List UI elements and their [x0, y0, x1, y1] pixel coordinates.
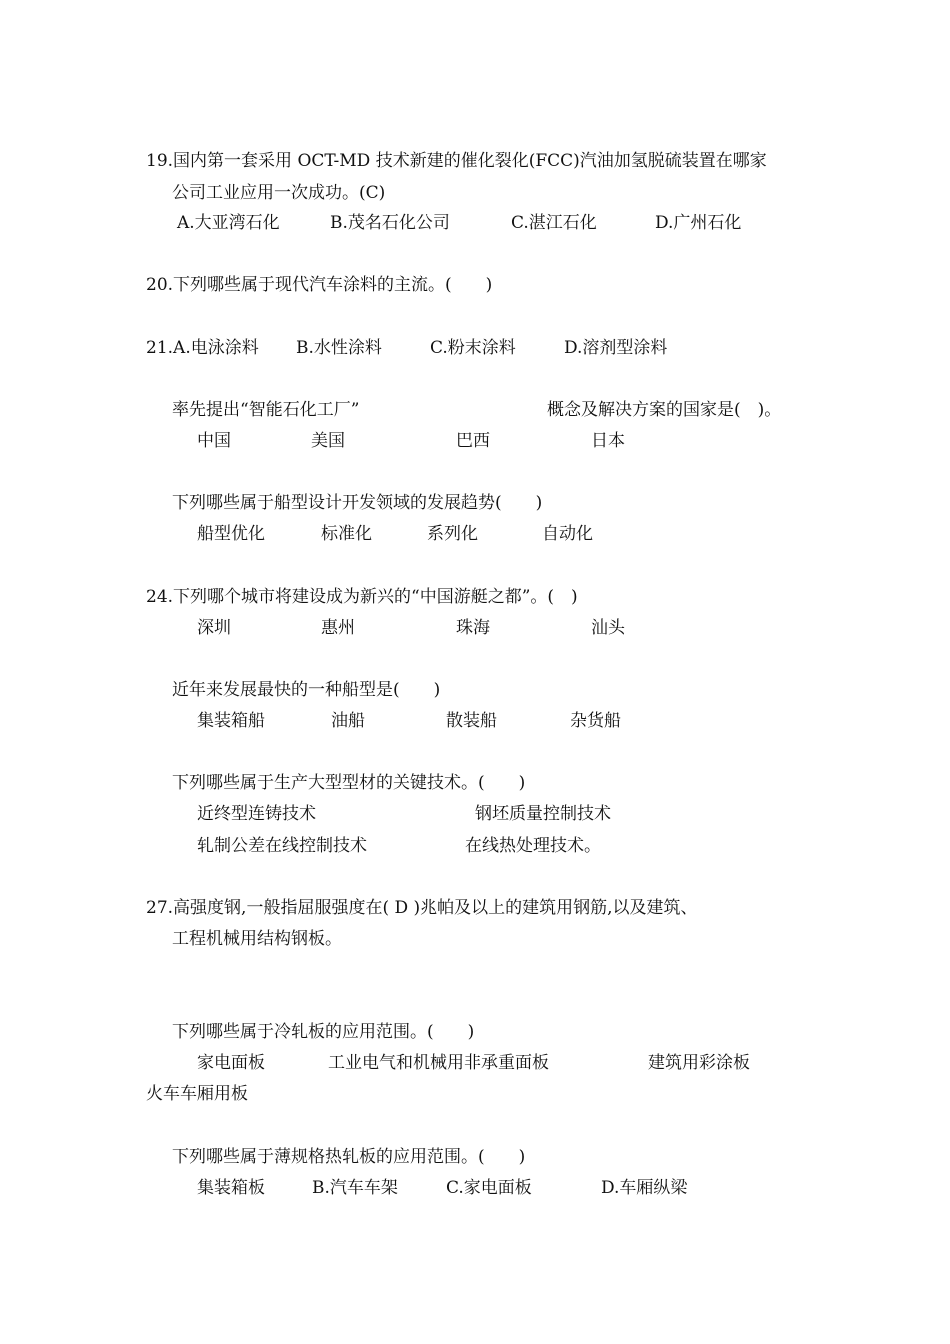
q26-option-1: 近终型连铸技术	[197, 804, 316, 824]
q22-option-4: 日本	[591, 431, 625, 451]
q27-line1: 27.高强度钢,一般指屈服强度在( D )兆帕及以上的建筑用钢筋,以及建筑、	[146, 898, 698, 918]
q19-option-d: D.广州石化	[655, 213, 742, 233]
q23-option-3: 系列化	[427, 524, 478, 544]
q28-option-1: 家电面板	[197, 1053, 265, 1073]
q26-line1: 下列哪些属于生产大型型材的关键技术。( )	[172, 773, 526, 793]
q19-line1: 19.国内第一套采用 OCT-MD 技术新建的催化裂化(FCC)汽油加氢脱硫装置在哪家	[146, 151, 767, 171]
q29-line1: 下列哪些属于薄规格热轧板的应用范围。( )	[172, 1147, 526, 1167]
q27-line2: 工程机械用结构钢板。	[172, 929, 342, 949]
q19-option-a: A.大亚湾石化	[177, 213, 280, 233]
q24-option-4: 汕头	[591, 618, 625, 638]
q21-option-a: 21.A.电泳涂料	[146, 338, 259, 358]
q28-line1: 下列哪些属于冷轧板的应用范围。( )	[172, 1022, 475, 1042]
q22-option-2: 美国	[311, 431, 345, 451]
q26-option-4: 在线热处理技术。	[465, 836, 601, 856]
q22-text-part2: 概念及解决方案的国家是( )。	[547, 400, 782, 420]
q19-line2: 公司工业应用一次成功。(C)	[172, 183, 386, 203]
q29-option-4: D.车厢纵梁	[601, 1178, 688, 1198]
q29-option-3: C.家电面板	[446, 1178, 532, 1198]
q25-line1: 近年来发展最快的一种船型是( )	[172, 680, 441, 700]
q24-option-1: 深圳	[197, 618, 231, 638]
q23-option-4: 自动化	[542, 524, 593, 544]
q23-line1: 下列哪些属于船型设计开发领域的发展趋势( )	[172, 493, 543, 513]
q28-option-4: 火车车厢用板	[146, 1084, 248, 1104]
q23-option-2: 标准化	[321, 524, 372, 544]
q21-option-b: B.水性涂料	[296, 338, 382, 358]
q26-option-2: 钢坯质量控制技术	[475, 804, 611, 824]
q24-option-2: 惠州	[321, 618, 355, 638]
q25-option-1: 集装箱船	[197, 711, 265, 731]
q25-option-4: 杂货船	[570, 711, 621, 731]
q26-option-3: 轧制公差在线控制技术	[197, 836, 367, 856]
q19-option-b: B.茂名石化公司	[330, 213, 450, 233]
q22-option-3: 巴西	[456, 431, 490, 451]
q28-option-2: 工业电气和机械用非承重面板	[328, 1053, 549, 1073]
q22-option-1: 中国	[197, 431, 231, 451]
q25-option-3: 散装船	[446, 711, 497, 731]
q22-text-part1: 率先提出“智能石化工厂”	[172, 400, 360, 420]
q23-option-1: 船型优化	[197, 524, 265, 544]
q21-option-c: C.粉末涂料	[430, 338, 516, 358]
q29-option-2: B.汽车车架	[312, 1178, 398, 1198]
q28-option-3: 建筑用彩涂板	[648, 1053, 750, 1073]
q20-line1: 20.下列哪些属于现代汽车涂料的主流。( )	[146, 275, 493, 295]
q25-option-2: 油船	[331, 711, 365, 731]
q19-option-c: C.湛江石化	[511, 213, 597, 233]
q29-option-1: 集装箱板	[197, 1178, 265, 1198]
q24-line1: 24.下列哪个城市将建设成为新兴的“中国游艇之都”。( )	[146, 587, 578, 607]
q21-option-d: D.溶剂型涂料	[564, 338, 668, 358]
q24-option-3: 珠海	[456, 618, 490, 638]
